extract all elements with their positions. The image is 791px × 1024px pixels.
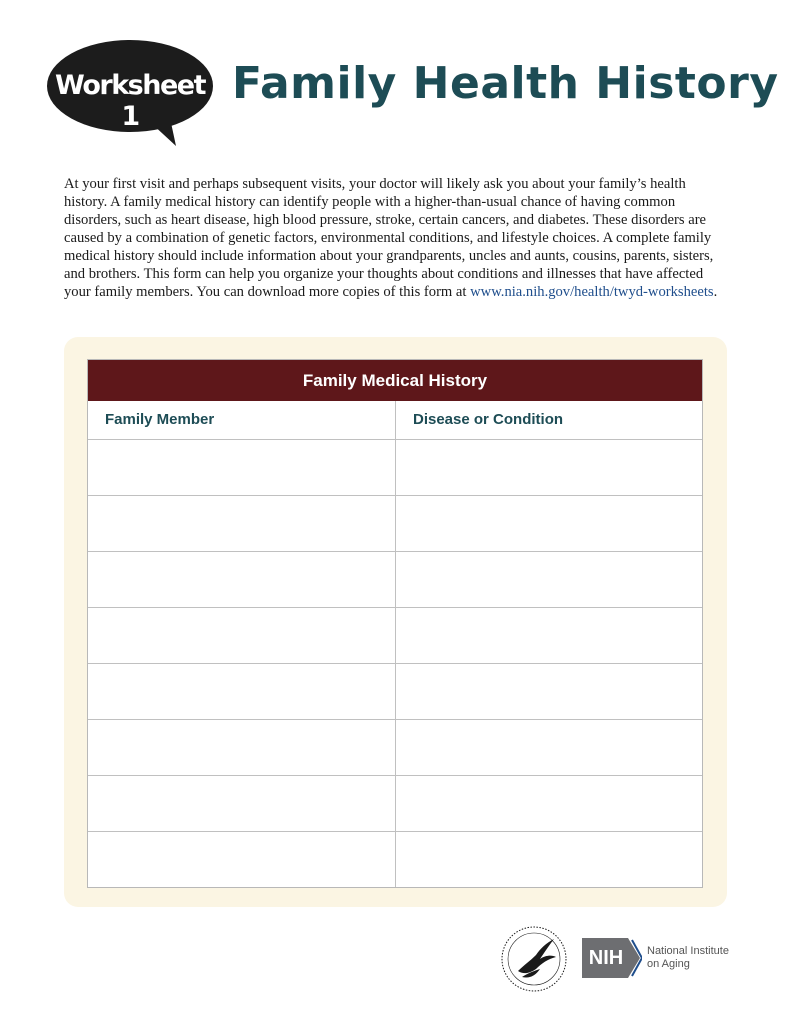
disease-condition-input[interactable] (396, 552, 702, 607)
worksheet-label: Worksheet 1 (55, 70, 205, 132)
table-row (88, 663, 702, 719)
table-row (88, 439, 702, 495)
disease-condition-cell (395, 720, 702, 775)
disease-condition-input[interactable] (396, 608, 702, 663)
intro-text: At your first visit and perhaps subsequent visits, your doctor will likely ask you about your family’s health history. A family medical history can identify people with a higher-than-usual chance of having common disorders, such as heart disease, high blood pressure, stroke, certain cancers, and diabetes. These disorders are caused by a combination of genetic factors, environmental conditions, and lifestyle choices. A complete family medical history should include information about your grandparents, uncles and aunts, cousins, parents, sisters, and brothers. This form can help you organize your thoughts about conditions and illnesses that have affected your family members. You can download more copies of this form at (64, 176, 714, 300)
family-member-cell (88, 496, 395, 551)
nih-badge-text: NIH (588, 947, 624, 969)
hhs-seal-icon (500, 925, 568, 993)
table-row (88, 495, 702, 551)
table-panel (64, 337, 727, 907)
family-member-cell (88, 552, 395, 607)
family-member-input[interactable] (88, 496, 395, 551)
family-member-cell (88, 440, 395, 495)
table-row (88, 607, 702, 663)
nih-name-line2: on Aging (647, 958, 690, 970)
disease-condition-cell (395, 552, 702, 607)
disease-condition-input[interactable] (396, 440, 702, 495)
family-member-cell (88, 664, 395, 719)
page-title: Family Health History (232, 58, 779, 109)
disease-condition-input[interactable] (396, 664, 702, 719)
table-row (88, 831, 702, 887)
table-row (88, 719, 702, 775)
nih-badge (582, 938, 642, 978)
family-member-cell (88, 776, 395, 831)
intro-paragraph (64, 175, 724, 301)
disease-condition-input[interactable] (396, 776, 702, 831)
table-body (88, 439, 702, 887)
family-member-cell (88, 720, 395, 775)
family-member-input[interactable] (88, 776, 395, 831)
disease-condition-cell (395, 608, 702, 663)
family-member-cell (88, 832, 395, 887)
family-member-cell (88, 608, 395, 663)
intro-end: . (713, 284, 718, 300)
disease-condition-cell (395, 832, 702, 887)
nih-institute-name (647, 945, 729, 971)
worksheets-link[interactable]: www.nia.nih.gov/health/twyd-worksheets (470, 284, 714, 300)
table-title: Family Medical History (88, 360, 702, 401)
family-member-input[interactable] (88, 440, 395, 495)
disease-condition-cell (395, 440, 702, 495)
column-header-family-member: Family Member (105, 411, 215, 428)
disease-condition-cell (395, 776, 702, 831)
family-member-input[interactable] (88, 832, 395, 887)
family-member-input[interactable] (88, 720, 395, 775)
family-member-input[interactable] (88, 664, 395, 719)
nih-logo (582, 938, 729, 978)
worksheet-badge (46, 40, 214, 132)
nih-name-line1: National Institute (647, 945, 729, 957)
disease-condition-input[interactable] (396, 720, 702, 775)
column-header-disease-condition: Disease or Condition (395, 401, 702, 439)
table-row (88, 775, 702, 831)
disease-condition-input[interactable] (396, 496, 702, 551)
disease-condition-cell (395, 664, 702, 719)
table-row (88, 551, 702, 607)
disease-condition-cell (395, 496, 702, 551)
table-header-row (88, 401, 702, 439)
family-member-input[interactable] (88, 608, 395, 663)
family-member-input[interactable] (88, 552, 395, 607)
disease-condition-input[interactable] (396, 832, 702, 887)
family-medical-history-table (87, 359, 703, 888)
